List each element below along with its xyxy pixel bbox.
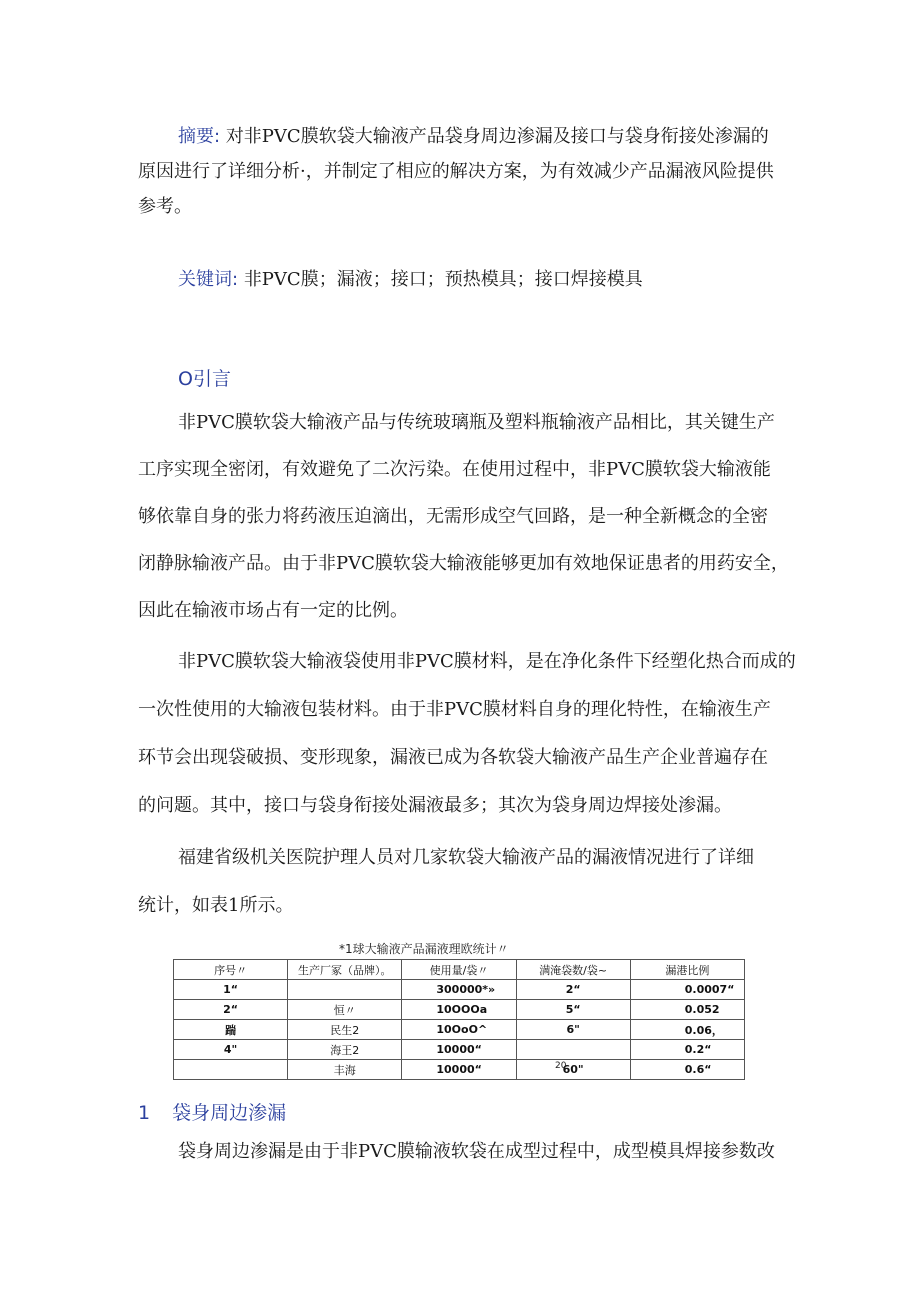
table-cell: 300000*» — [402, 980, 516, 1000]
section-heading — [138, 1098, 286, 1125]
table-cell: 2“ — [174, 1000, 288, 1020]
table-header-cell: 生产厂冢（品牌）。 — [288, 960, 402, 980]
leakage-table — [173, 959, 745, 1080]
table-header-cell: 漏港比例 — [630, 960, 744, 980]
table-row — [174, 1000, 745, 1020]
section-number: 1 — [138, 1102, 151, 1124]
table-stray-text: 20 — [555, 1061, 567, 1071]
abstract-text: 对非PVC膜软袋大输液产品袋身周边渗漏及接口与袋身衔接处渗漏的 — [225, 126, 769, 147]
intro-p1-line: 工序实现全密闭，有效避免了二次污染。在使用过程中，非PVC膜软袋大输液能 — [138, 459, 771, 480]
intro-heading: O引言 — [178, 368, 231, 390]
table-cell — [516, 1040, 630, 1060]
abstract-line-2: 原因进行了详细分析·，并制定了相应的解决方案，为有效减少产品漏液风险提供 — [138, 161, 774, 182]
intro-p2-line: 一次性使用的大输液包装材料。由于非PVC膜材料自身的理化特性，在输液生产 — [138, 699, 771, 720]
table-cell: 5“ — [516, 1000, 630, 1020]
table-cell: 2“ — [516, 980, 630, 1000]
table-header-row — [174, 960, 745, 980]
table-row — [174, 1020, 745, 1040]
table-row — [174, 1060, 745, 1080]
table-cell: 0.6“ — [630, 1060, 744, 1080]
table-cell: 丰海 — [288, 1060, 402, 1080]
table-cell: 0.06， — [630, 1020, 744, 1040]
table-row — [174, 980, 745, 1000]
intro-p2-line: 非PVC膜软袋大输液袋使用非PVC膜材料，是在净化条件下经塑化热合而成的 — [178, 651, 796, 672]
abstract-line-3: 参考。 — [138, 196, 192, 217]
keywords-text: 非PVC膜；漏液；接口；预热模具；接口焊接模具 — [243, 269, 643, 290]
table-cell: 10OoO^ — [402, 1020, 516, 1040]
intro-p2-line: 环节会出现袋破损、变形现象，漏液已成为各软袋大输液产品生产企业普遍存在 — [138, 747, 768, 768]
table-cell: 0.0007“ — [630, 980, 744, 1000]
table-caption: *1球大输液产品漏液理欧统计〃 — [339, 942, 509, 956]
intro-p3-line: 统计，如表1所示。 — [138, 895, 294, 916]
keywords-label: 关键词: — [178, 269, 239, 290]
table-cell: 0.052 — [630, 1000, 744, 1020]
table-cell — [288, 980, 402, 1000]
table-header-cell: 使用量/袋〃 — [402, 960, 516, 980]
intro-p1-line: 闭静脉输液产品。由于非PVC膜软袋大输液能够更加有效地保证患者的用药安全， — [138, 553, 789, 574]
table-cell: 10000“ — [402, 1040, 516, 1060]
intro-p1-line: 因此在输液市场占有一定的比例。 — [138, 600, 408, 621]
table-cell — [174, 1060, 288, 1080]
intro-p2-line: 的问题。其中，接口与袋身衔接处漏液最多；其次为袋身周边焊接处渗漏。 — [138, 795, 732, 816]
table-header-cell: 满淹袋数/袋~ — [516, 960, 630, 980]
intro-p1-line: 够依靠自身的张力将药液压迫滴出，无需形成空气回路，是一种全新概念的全密 — [138, 506, 768, 527]
table-header-cell: 序号〃 — [174, 960, 288, 980]
intro-p1-line: 非PVC膜软袋大输液产品与传统玻璃瓶及塑料瓶输液产品相比，其关键生产 — [178, 412, 775, 433]
table-cell: 恒〃 — [288, 1000, 402, 1020]
abstract-label: 摘要: — [178, 126, 221, 147]
table-cell: 0.2“ — [630, 1040, 744, 1060]
keywords-line — [178, 268, 643, 292]
section1-line: 袋身周边渗漏是由于非PVC膜输液软袋在成型过程中，成型模具焊接参数改 — [178, 1141, 775, 1162]
table-cell: 10OOOa — [402, 1000, 516, 1020]
section-title: 袋身周边渗漏 — [172, 1102, 287, 1124]
table-cell: 10000“ — [402, 1060, 516, 1080]
table-cell: 踹 — [174, 1020, 288, 1040]
table-cell: 1“ — [174, 980, 288, 1000]
table-cell: 4" — [174, 1040, 288, 1060]
abstract-line-1 — [178, 125, 769, 149]
table-row — [174, 1040, 745, 1060]
table-cell: 6" — [516, 1020, 630, 1040]
table-cell: 海王2 — [288, 1040, 402, 1060]
intro-p3-line: 福建省级机关医院护理人员对几家软袋大输液产品的漏液情况进行了详细 — [178, 847, 754, 868]
table-cell: 民生2 — [288, 1020, 402, 1040]
table-cell: 60" — [516, 1060, 630, 1080]
